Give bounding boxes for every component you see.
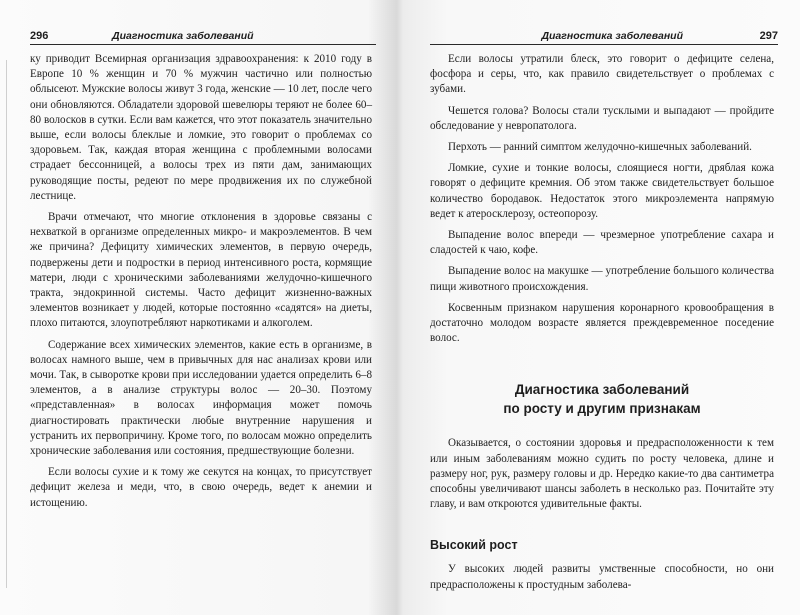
paragraph: Перхоть — ранний симптом желудочно-кишечных заболеваний. bbox=[448, 141, 752, 154]
paragraph: Если волосы утратили блеск, это говорит о дефиците селена, фосфора и серы, что, как правило свидетельствует о проблемах с зубами. bbox=[430, 53, 774, 96]
paragraph: Врачи отмечают, что многие отклонения в здоровье связаны с нехваткой в организме определенных микро- и макроэлементов. В чем же причина? Дефициту химических элементов, в первую очередь, подвержены дети и подростки в период интенсивного роста, кормящие матери, люди с хроническими заболеваниями желудочно-кишечного тракта, эндокринной системы. Часто дефицит жизненно-важных элементов возникает у людей, которые постоянно «садятся» на диеты, плохо питаются, злоупотребляют наркотиками и алкоголем. bbox=[30, 211, 372, 330]
paragraph: У высоких людей развиты умственные способности, но они предрасположены к простудным заболева- bbox=[430, 563, 774, 591]
paragraph: Косвенным признаком нарушения коронарного кровообращения в достаточно молодом возрасте является преждевременное поседение волос. bbox=[430, 301, 774, 345]
paragraph: ку приводит Всемирная организация здравоохранения: к 2010 году в Европе 10 % женщин и 70 % мужчин частично или полностью облысеют. Мужские волосы живут 3 года, женские — 10 лет, после чего они обновляются. Обладатели здоровой шевелюры теряют не более 60–80 волосков в сутки. Если вам кажется, что этот показатель значительно выше, если волосы блеклые и ломкие, это говорит о проблемах со здоровьем. Так, каждая вторая женщина с проблемными волосами страдает бессонницей, а волосы трех из пяти дам, занимающих руководящие посты, редеют по мере продвижения их по служебной лестнице. bbox=[30, 53, 372, 202]
paragraph: Если волосы сухие и к тому же секутся на концах, то присутствует дефицит железа и меди, что, в свою очередь, ведет к анемии и истощению. bbox=[30, 466, 372, 509]
header-rule bbox=[430, 44, 778, 45]
right-running-title: Диагностика заболеваний bbox=[541, 30, 683, 42]
section-heading bbox=[430, 380, 774, 418]
paragraph: Содержание всех химических элементов, какие есть в организме, в волосах намного выше, чем в привычных для нас анализах крови или мочи. Так, в сыворотке крови при исследовании удается определить 6–8 элементов, а в анализе структуры волос — 20–30. Поэтому «представленная» в волосах информация может помочь диагностировать практически любые внутренние нарушения и устранить их первопричину. Кроме того, по волосам можно определить хронические заболевания или состояния, предшествующие болезни. bbox=[30, 338, 372, 458]
header-rule bbox=[30, 44, 376, 45]
paragraph: Выпадение волос на макушке — употребление большого количества пищи животного происхождения. bbox=[430, 265, 774, 293]
section-heading-line: Диагностика заболеваний bbox=[514, 382, 690, 398]
right-page-number: 297 bbox=[759, 30, 778, 42]
left-page-header bbox=[30, 0, 376, 42]
section-heading-line: по росту и другим признакам bbox=[503, 401, 701, 417]
paragraph: Ломкие, сухие и тонкие волосы, слоящиеся ногти, дряблая кожа говорят о дефиците кремния. Об этом также свидетельствует большое количество бородавок. Недостаток этого микроэлемента напрямую ведет к атеросклерозу, остеопорозу. bbox=[430, 162, 774, 220]
right-page-body bbox=[430, 52, 774, 593]
paragraph: Выпадение волос впереди — чрезмерное употребление сахара и сладостей к чаю, кофе. bbox=[430, 229, 774, 257]
subheading: Высокий рост bbox=[430, 538, 518, 553]
left-page-number: 296 bbox=[30, 30, 49, 42]
right-page-header bbox=[430, 0, 778, 42]
left-page-body bbox=[30, 52, 372, 511]
paragraph: Чешется голова? Волосы стали тусклыми и выпадают — пройдите обследование у невропатолога. bbox=[430, 104, 774, 132]
left-running-title: Диагностика заболеваний bbox=[112, 30, 254, 42]
paragraph: Оказывается, о состоянии здоровья и предрасположенности к тем или иным заболеваниям можно судить по росту человека, длине и размеру ног, рук, размеру головы и др. Нередко какие-то два сантиметра способны увеличивают шансы заболеть в несколько раз. Почитайте эту главу, и вам откроются удивительные факты. bbox=[430, 437, 774, 511]
